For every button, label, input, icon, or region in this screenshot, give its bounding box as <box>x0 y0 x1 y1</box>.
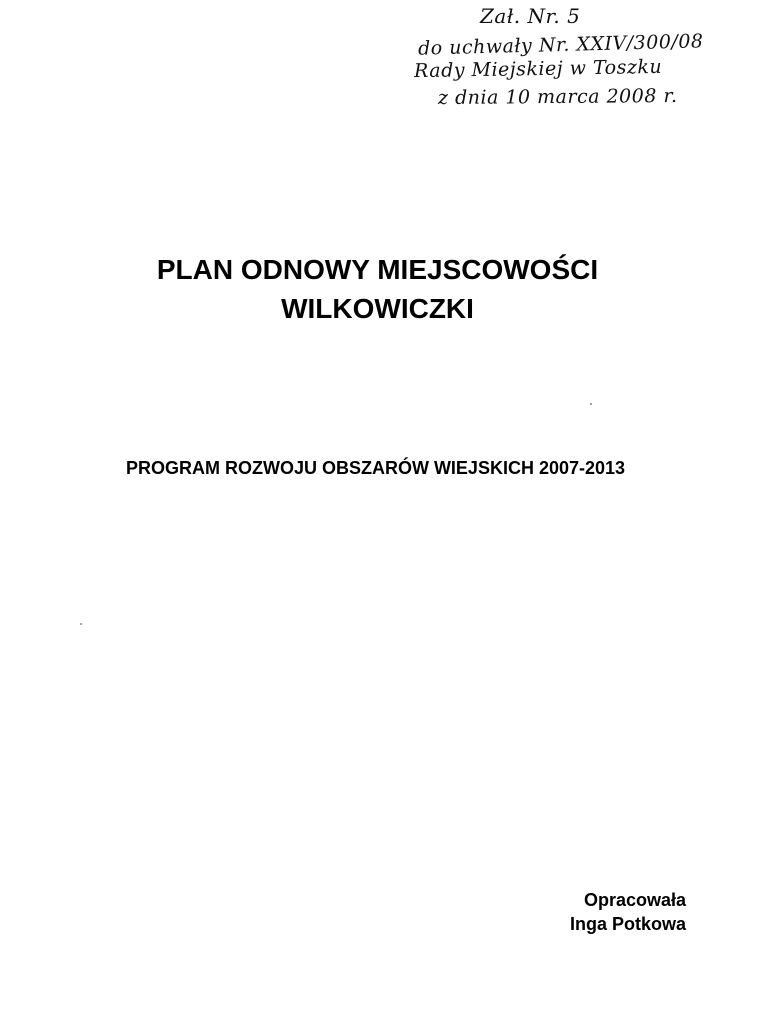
title-line-1: PLAN ODNOWY MIEJSCOWOŚCI <box>156 254 599 285</box>
program-subtitle: PROGRAM ROZWOJU OBSZARÓW WIEJSKICH 2007-2013 <box>125 458 626 478</box>
annotation-line-3: Rady Miejskiej w Toszku <box>413 55 663 83</box>
annotation-line-1: Zał. Nr. 5 <box>480 4 581 28</box>
author-name: Inga Potkowa <box>569 914 686 934</box>
title-line-2: WILKOWICZKI <box>281 293 474 324</box>
scan-speck <box>80 623 82 625</box>
scan-speck <box>590 403 592 405</box>
annotation-line-4: z dnia 10 marca 2008 r. <box>437 84 678 110</box>
annotation-line-2: do uchwały Nr. XXIV/300/08 <box>417 30 704 60</box>
author-label: Opracowała <box>583 890 686 910</box>
